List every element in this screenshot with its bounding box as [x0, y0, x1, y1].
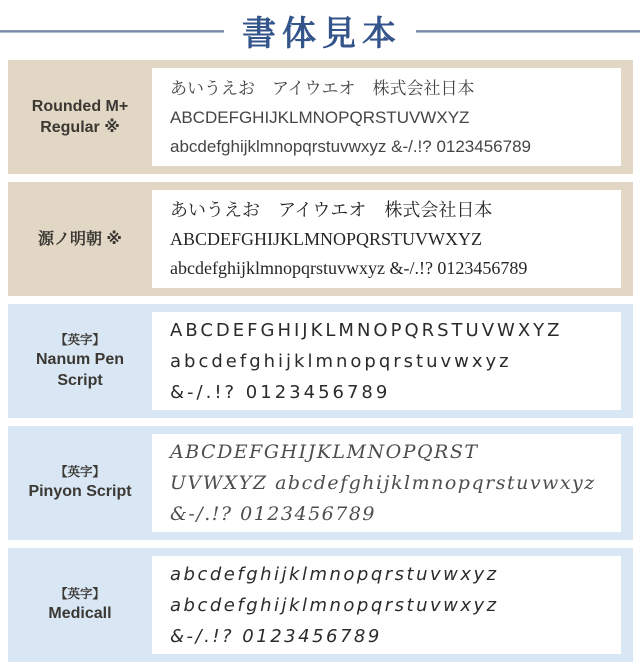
font-sample-row-medicall — [8, 548, 633, 662]
sample-line: ABCDEFGHIJKLMNOPQRST — [170, 440, 479, 463]
font-sample-box — [152, 68, 621, 166]
sample-line: UVWXYZ abcdefghijklmnopqrstuvwxyz — [170, 471, 596, 494]
font-label-rounded-mplus — [8, 60, 152, 174]
sample-line: abcdefghijklmnopqrstuvwxyz — [170, 350, 512, 372]
sample-line: あいうえお アイウエオ 株式会社日本 — [170, 78, 475, 98]
sample-line: ABCDEFGHIJKLMNOPQRSTUVWXYZ — [170, 228, 483, 249]
sample-line: abcdefghijklmnopqrstuvwxyz — [170, 594, 499, 616]
font-name-line: Pinyon Script — [28, 483, 132, 500]
sample-line: &-/.!? 0123456789 — [170, 381, 391, 403]
font-label-nanum-pen-script — [8, 304, 152, 418]
font-name-line: Script — [57, 371, 103, 389]
page-header — [0, 0, 640, 60]
page-title: 書体見本 — [242, 15, 402, 53]
font-name-line: 源ノ明朝 ※ — [37, 230, 122, 248]
sample-line: あいうえお アイウエオ 株式会社日本 — [170, 199, 493, 220]
divider-line-right — [416, 30, 640, 33]
font-sample-row-pinyon-script — [8, 426, 633, 540]
font-sample-row-gen-mincho — [8, 182, 633, 296]
font-sample-box — [152, 434, 621, 532]
divider-line-left — [0, 30, 224, 33]
sample-line: ABCDEFGHIJKLMNOPQRSTUVWXYZ — [170, 107, 470, 127]
font-sample-box — [152, 556, 621, 654]
font-sample-box — [152, 312, 621, 410]
sample-line: abcdefghijklmnopqrstuvwxyz &-/.!? 0123456789 — [170, 257, 528, 278]
font-name-line: Rounded M+ — [31, 98, 129, 115]
sample-line: abcdefghijklmnopqrstuvwxyz &-/.!? 0123456789 — [170, 136, 531, 156]
sample-line: abcdefghijklmnopqrstuvwxyz — [170, 563, 499, 585]
font-label-medicall — [8, 548, 152, 662]
sample-line: ABCDEFGHIJKLMNOPQRSTUVWXYZ — [170, 319, 563, 341]
font-label-gen-mincho — [8, 182, 152, 296]
font-name-line: Regular ※ — [40, 119, 120, 136]
sample-line: &-/.!? 0123456789 — [170, 502, 377, 525]
font-label-pinyon-script — [8, 426, 152, 540]
font-sample-row-nanum-pen-script — [8, 304, 633, 418]
font-name-line: Nanum Pen — [35, 350, 124, 368]
sample-line: &-/.!? 0123456789 — [170, 625, 382, 647]
font-sample-box — [152, 190, 621, 288]
font-category: 【英字】 — [54, 332, 105, 347]
font-category: 【英字】 — [54, 587, 105, 601]
font-name-line: Medicall — [48, 605, 112, 622]
font-sample-row-rounded-mplus — [8, 60, 633, 174]
font-category: 【英字】 — [54, 465, 105, 479]
